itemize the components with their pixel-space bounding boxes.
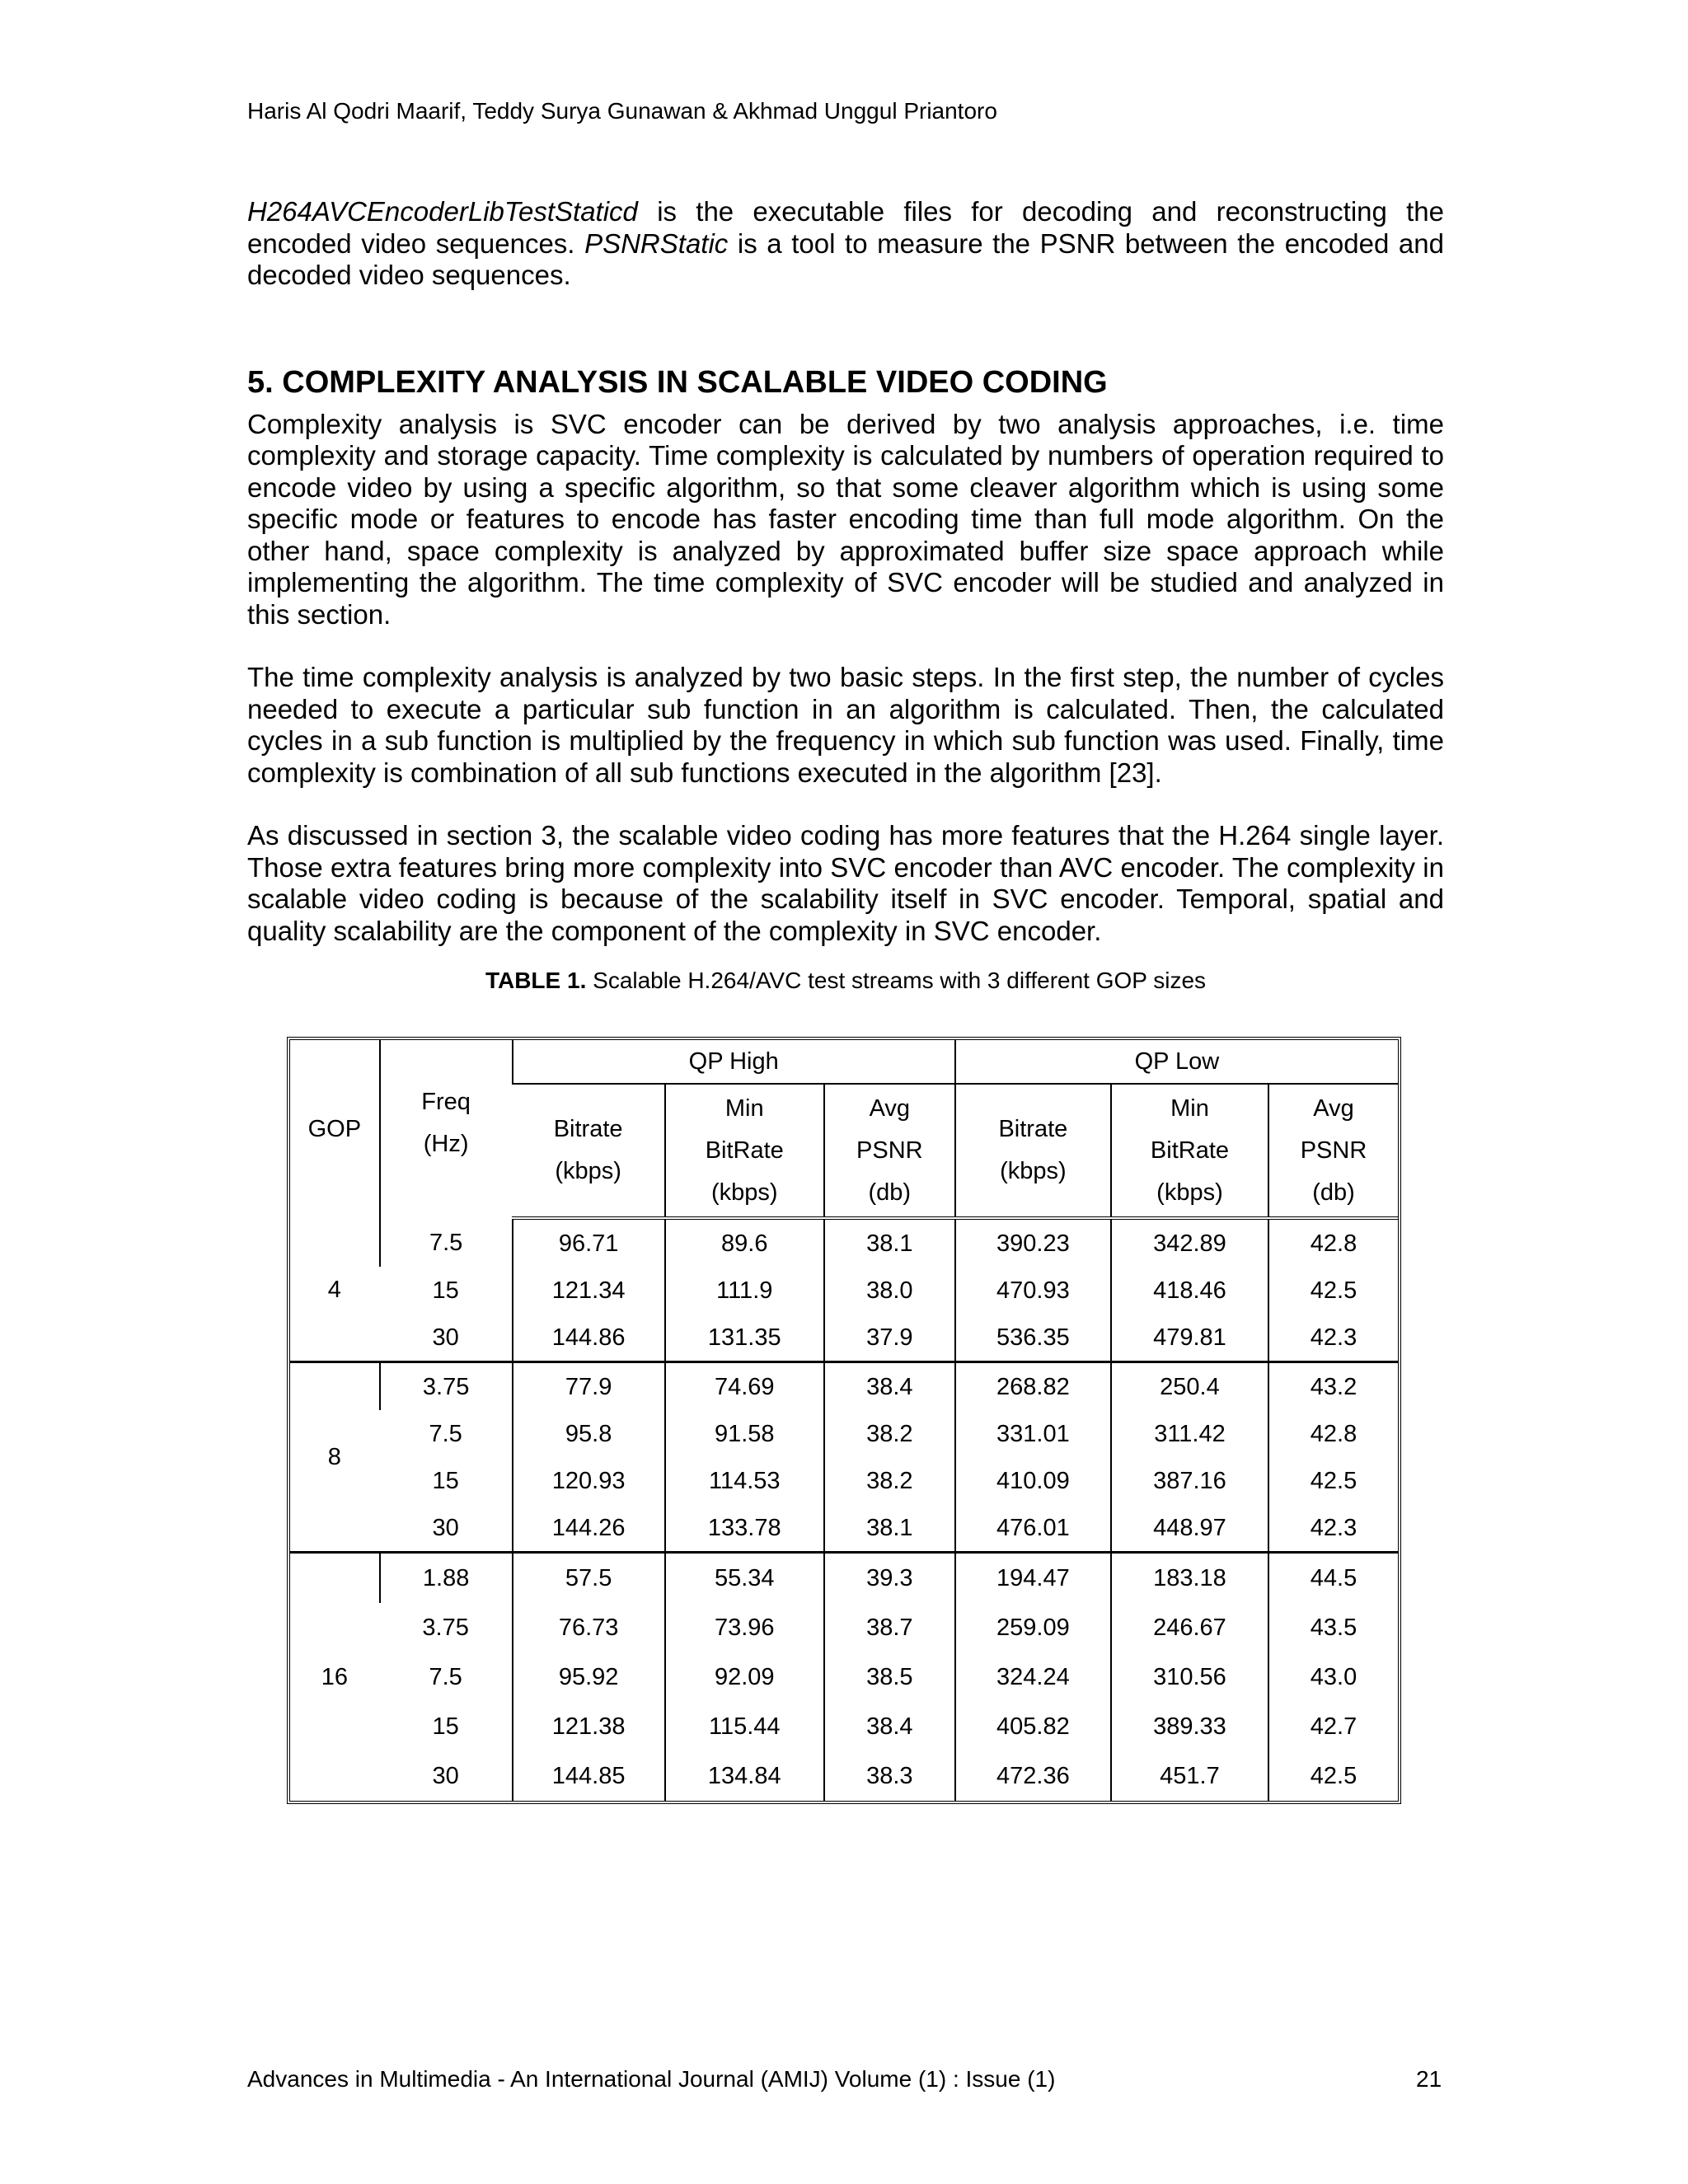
table-cell: 55.34 <box>665 1553 824 1604</box>
table-row <box>290 1362 1398 1411</box>
table-cell: 38.2 <box>824 1410 955 1457</box>
table-row <box>290 1267 1398 1314</box>
table-cell: 38.4 <box>824 1702 955 1751</box>
table-cell: 114.53 <box>665 1457 824 1504</box>
table-cell: 111.9 <box>665 1267 824 1314</box>
section-paragraph-2: The time complexity analysis is analyzed by two basic steps. In the first step, the number of cycles needed to execute a particular sub function in an algorithm is calculated. Then, the calculated cycles in a sub function is multiplied by the frequency in which sub function was used. Finally, time complexity is combination of all sub functions executed in the algorithm [23]. <box>247 662 1444 788</box>
table-cell: 144.85 <box>513 1751 665 1801</box>
table-body <box>290 1218 1398 1801</box>
table-cell: 536.35 <box>955 1314 1111 1362</box>
table-row <box>290 1457 1398 1504</box>
table-cell: 74.69 <box>665 1362 824 1411</box>
header-freq: Freq (Hz) <box>380 1040 513 1218</box>
table-cell: 42.8 <box>1268 1410 1398 1457</box>
term-encoder-lib: H264AVCEncoderLibTestStaticd <box>247 196 638 227</box>
table-caption <box>247 967 1444 995</box>
table-cell: 96.71 <box>513 1218 665 1267</box>
table-cell: 259.09 <box>955 1603 1111 1652</box>
table-cell: 310.56 <box>1111 1652 1268 1702</box>
table-row <box>290 1702 1398 1751</box>
table-cell: 42.7 <box>1268 1702 1398 1751</box>
table-cell: 134.84 <box>665 1751 824 1801</box>
table-row <box>290 1410 1398 1457</box>
table-cell: 250.4 <box>1111 1362 1268 1411</box>
page-content <box>247 196 1444 995</box>
table-cell: 410.09 <box>955 1457 1111 1504</box>
header-high-avg-psnr: Avg PSNR (db) <box>824 1084 955 1218</box>
table-cell: 91.58 <box>665 1410 824 1457</box>
footer-journal: Advances in Multimedia - An International Journal (AMIJ) Volume (1) : Issue (1) <box>247 2066 1056 2092</box>
table-caption-label: TABLE 1. <box>485 968 587 993</box>
table-cell: 38.1 <box>824 1218 955 1267</box>
table-cell: 387.16 <box>1111 1457 1268 1504</box>
table-header-row-1 <box>290 1040 1398 1084</box>
table-cell: 76.73 <box>513 1603 665 1652</box>
term-psnr-static: PSNRStatic <box>584 227 729 259</box>
header-low-avg-psnr: Avg PSNR (db) <box>1268 1084 1398 1218</box>
table-cell: 73.96 <box>665 1603 824 1652</box>
table-cell: 92.09 <box>665 1652 824 1702</box>
table-cell: 311.42 <box>1111 1410 1268 1457</box>
table-cell: 3.75 <box>422 1615 469 1641</box>
table-cell: 38.7 <box>824 1603 955 1652</box>
header-low-min-bitrate: Min BitRate (kbps) <box>1111 1084 1268 1218</box>
running-header: Haris Al Qodri Maarif, Teddy Surya Gunawan & Akhmad Unggul Priantoro <box>247 98 997 124</box>
table-cell: 472.36 <box>955 1751 1111 1801</box>
table-row <box>290 1504 1398 1553</box>
table-cell: 389.33 <box>1111 1702 1268 1751</box>
table-caption-text: Scalable H.264/AVC test streams with 3 different GOP sizes <box>586 968 1207 993</box>
results-table <box>290 1040 1398 1801</box>
table-cell: 7.5 <box>380 1218 513 1267</box>
table-cell: 451.7 <box>1111 1751 1268 1801</box>
table-cell: 418.46 <box>1111 1267 1268 1314</box>
table-cell: 44.5 <box>1268 1553 1398 1604</box>
table-cell: 133.78 <box>665 1504 824 1553</box>
intro-text-1: is the executable files for decoding and reconstructing the encoded video sequences. <box>247 196 1444 259</box>
table-cell: 1.88 <box>380 1553 513 1604</box>
gop-cell: 8 <box>290 1362 380 1553</box>
section-heading: 5. COMPLEXITY ANALYSIS IN SCALABLE VIDEO CODING <box>247 364 1108 400</box>
table-cell: 183.18 <box>1111 1553 1268 1604</box>
table-cell: 42.8 <box>1268 1218 1398 1267</box>
table-cell: 42.3 <box>1268 1314 1398 1362</box>
table-cell: 43.5 <box>1268 1603 1398 1652</box>
table-cell: 144.86 <box>513 1314 665 1362</box>
table-cell: 42.5 <box>1268 1267 1398 1314</box>
table-cell: 38.1 <box>824 1504 955 1553</box>
footer-page-number: 21 <box>1416 2066 1442 2092</box>
table-cell: 95.8 <box>513 1410 665 1457</box>
table-cell: 120.93 <box>513 1457 665 1504</box>
table-cell: 43.2 <box>1268 1362 1398 1411</box>
table-cell: 7.5 <box>429 1664 462 1690</box>
header-high-bitrate: Bitrate (kbps) <box>513 1084 665 1218</box>
table-cell: 115.44 <box>665 1702 824 1751</box>
table-cell: 38.5 <box>824 1652 955 1702</box>
table-cell: 43.0 <box>1268 1652 1398 1702</box>
gop-cell: 16 <box>321 1664 348 1690</box>
section-paragraph-3: As discussed in section 3, the scalable video coding has more features that the H.264 single layer. Those extra features bring more complexity into SVC encoder than AVC encoder. The complexity in scalable video coding is because of the scalability itself in SVC encoder. Temporal, spatial and quality scalability are the component of the complexity in SVC encoder. <box>247 820 1444 946</box>
table-cell: 42.5 <box>1268 1457 1398 1504</box>
header-qp-high: QP High <box>513 1040 955 1084</box>
table-cell: 3.75 <box>380 1362 513 1411</box>
table-cell: 331.01 <box>955 1410 1111 1457</box>
table-cell: 42.3 <box>1268 1504 1398 1553</box>
table-cell: 38.4 <box>824 1362 955 1411</box>
table-row <box>290 1314 1398 1362</box>
table-cell: 246.67 <box>1111 1603 1268 1652</box>
table-cell: 448.97 <box>1111 1504 1268 1553</box>
header-gop: GOP <box>307 1116 362 1142</box>
table-cell: 37.9 <box>824 1314 955 1362</box>
table-cell: 15 <box>432 1713 459 1740</box>
table-cell: 38.3 <box>824 1751 955 1801</box>
section-paragraph-1: Complexity analysis is SVC encoder can be derived by two analysis approaches, i.e. time complexity and storage capacity. Time complexity is calculated by numbers of operation required to encode video by using a specific algorithm, so that some cleaver algorithm which is using some specific mode or features to encode has faster encoding time than full mode algorithm. On the other hand, space complexity is analyzed by approximated buffer size space approach while implementing the algorithm. The time complexity of SVC encoder will be studied and analyzed in this section. <box>247 408 1444 630</box>
table-cell: 39.3 <box>824 1553 955 1604</box>
table-cell: 121.38 <box>513 1702 665 1751</box>
table-row <box>290 1751 1398 1801</box>
table-row <box>290 1603 1398 1652</box>
table-cell: 194.47 <box>955 1553 1111 1604</box>
table-cell: 405.82 <box>955 1702 1111 1751</box>
table-cell: 77.9 <box>513 1362 665 1411</box>
intro-text-2: is a tool to measure the PSNR between the encoded and decoded video sequences. <box>247 227 1444 290</box>
table-cell: 30 <box>380 1314 513 1362</box>
table-cell: 30 <box>380 1504 513 1553</box>
table-cell: 476.01 <box>955 1504 1111 1553</box>
gop-cell: 4 <box>290 1218 380 1362</box>
table-cell: 268.82 <box>955 1362 1111 1411</box>
table-cell: 15 <box>432 1467 459 1494</box>
table-cell: 57.5 <box>513 1553 665 1604</box>
table-cell: 144.26 <box>513 1504 665 1553</box>
table-cell: 7.5 <box>429 1420 462 1447</box>
results-table-frame <box>287 1037 1401 1804</box>
table-row <box>290 1218 1398 1267</box>
table-cell: 42.5 <box>1268 1751 1398 1801</box>
table-cell: 479.81 <box>1111 1314 1268 1362</box>
header-low-bitrate: Bitrate (kbps) <box>955 1084 1111 1218</box>
table-cell: 95.92 <box>513 1652 665 1702</box>
table-row <box>290 1553 1398 1604</box>
table-row <box>290 1652 1398 1702</box>
table-cell: 89.6 <box>665 1218 824 1267</box>
table-cell: 470.93 <box>955 1267 1111 1314</box>
table-cell: 131.35 <box>665 1314 824 1362</box>
table-cell: 121.34 <box>513 1267 665 1314</box>
table-cell: 38.0 <box>824 1267 955 1314</box>
intro-paragraph <box>247 196 1444 292</box>
header-qp-low: QP Low <box>955 1040 1398 1084</box>
table-cell: 15 <box>432 1277 459 1304</box>
header-high-min-bitrate: Min BitRate (kbps) <box>665 1084 824 1218</box>
table-cell: 324.24 <box>955 1652 1111 1702</box>
table-cell: 390.23 <box>955 1218 1111 1267</box>
table-cell: 30 <box>432 1763 459 1789</box>
table-cell: 342.89 <box>1111 1218 1268 1267</box>
table-cell: 38.2 <box>824 1457 955 1504</box>
